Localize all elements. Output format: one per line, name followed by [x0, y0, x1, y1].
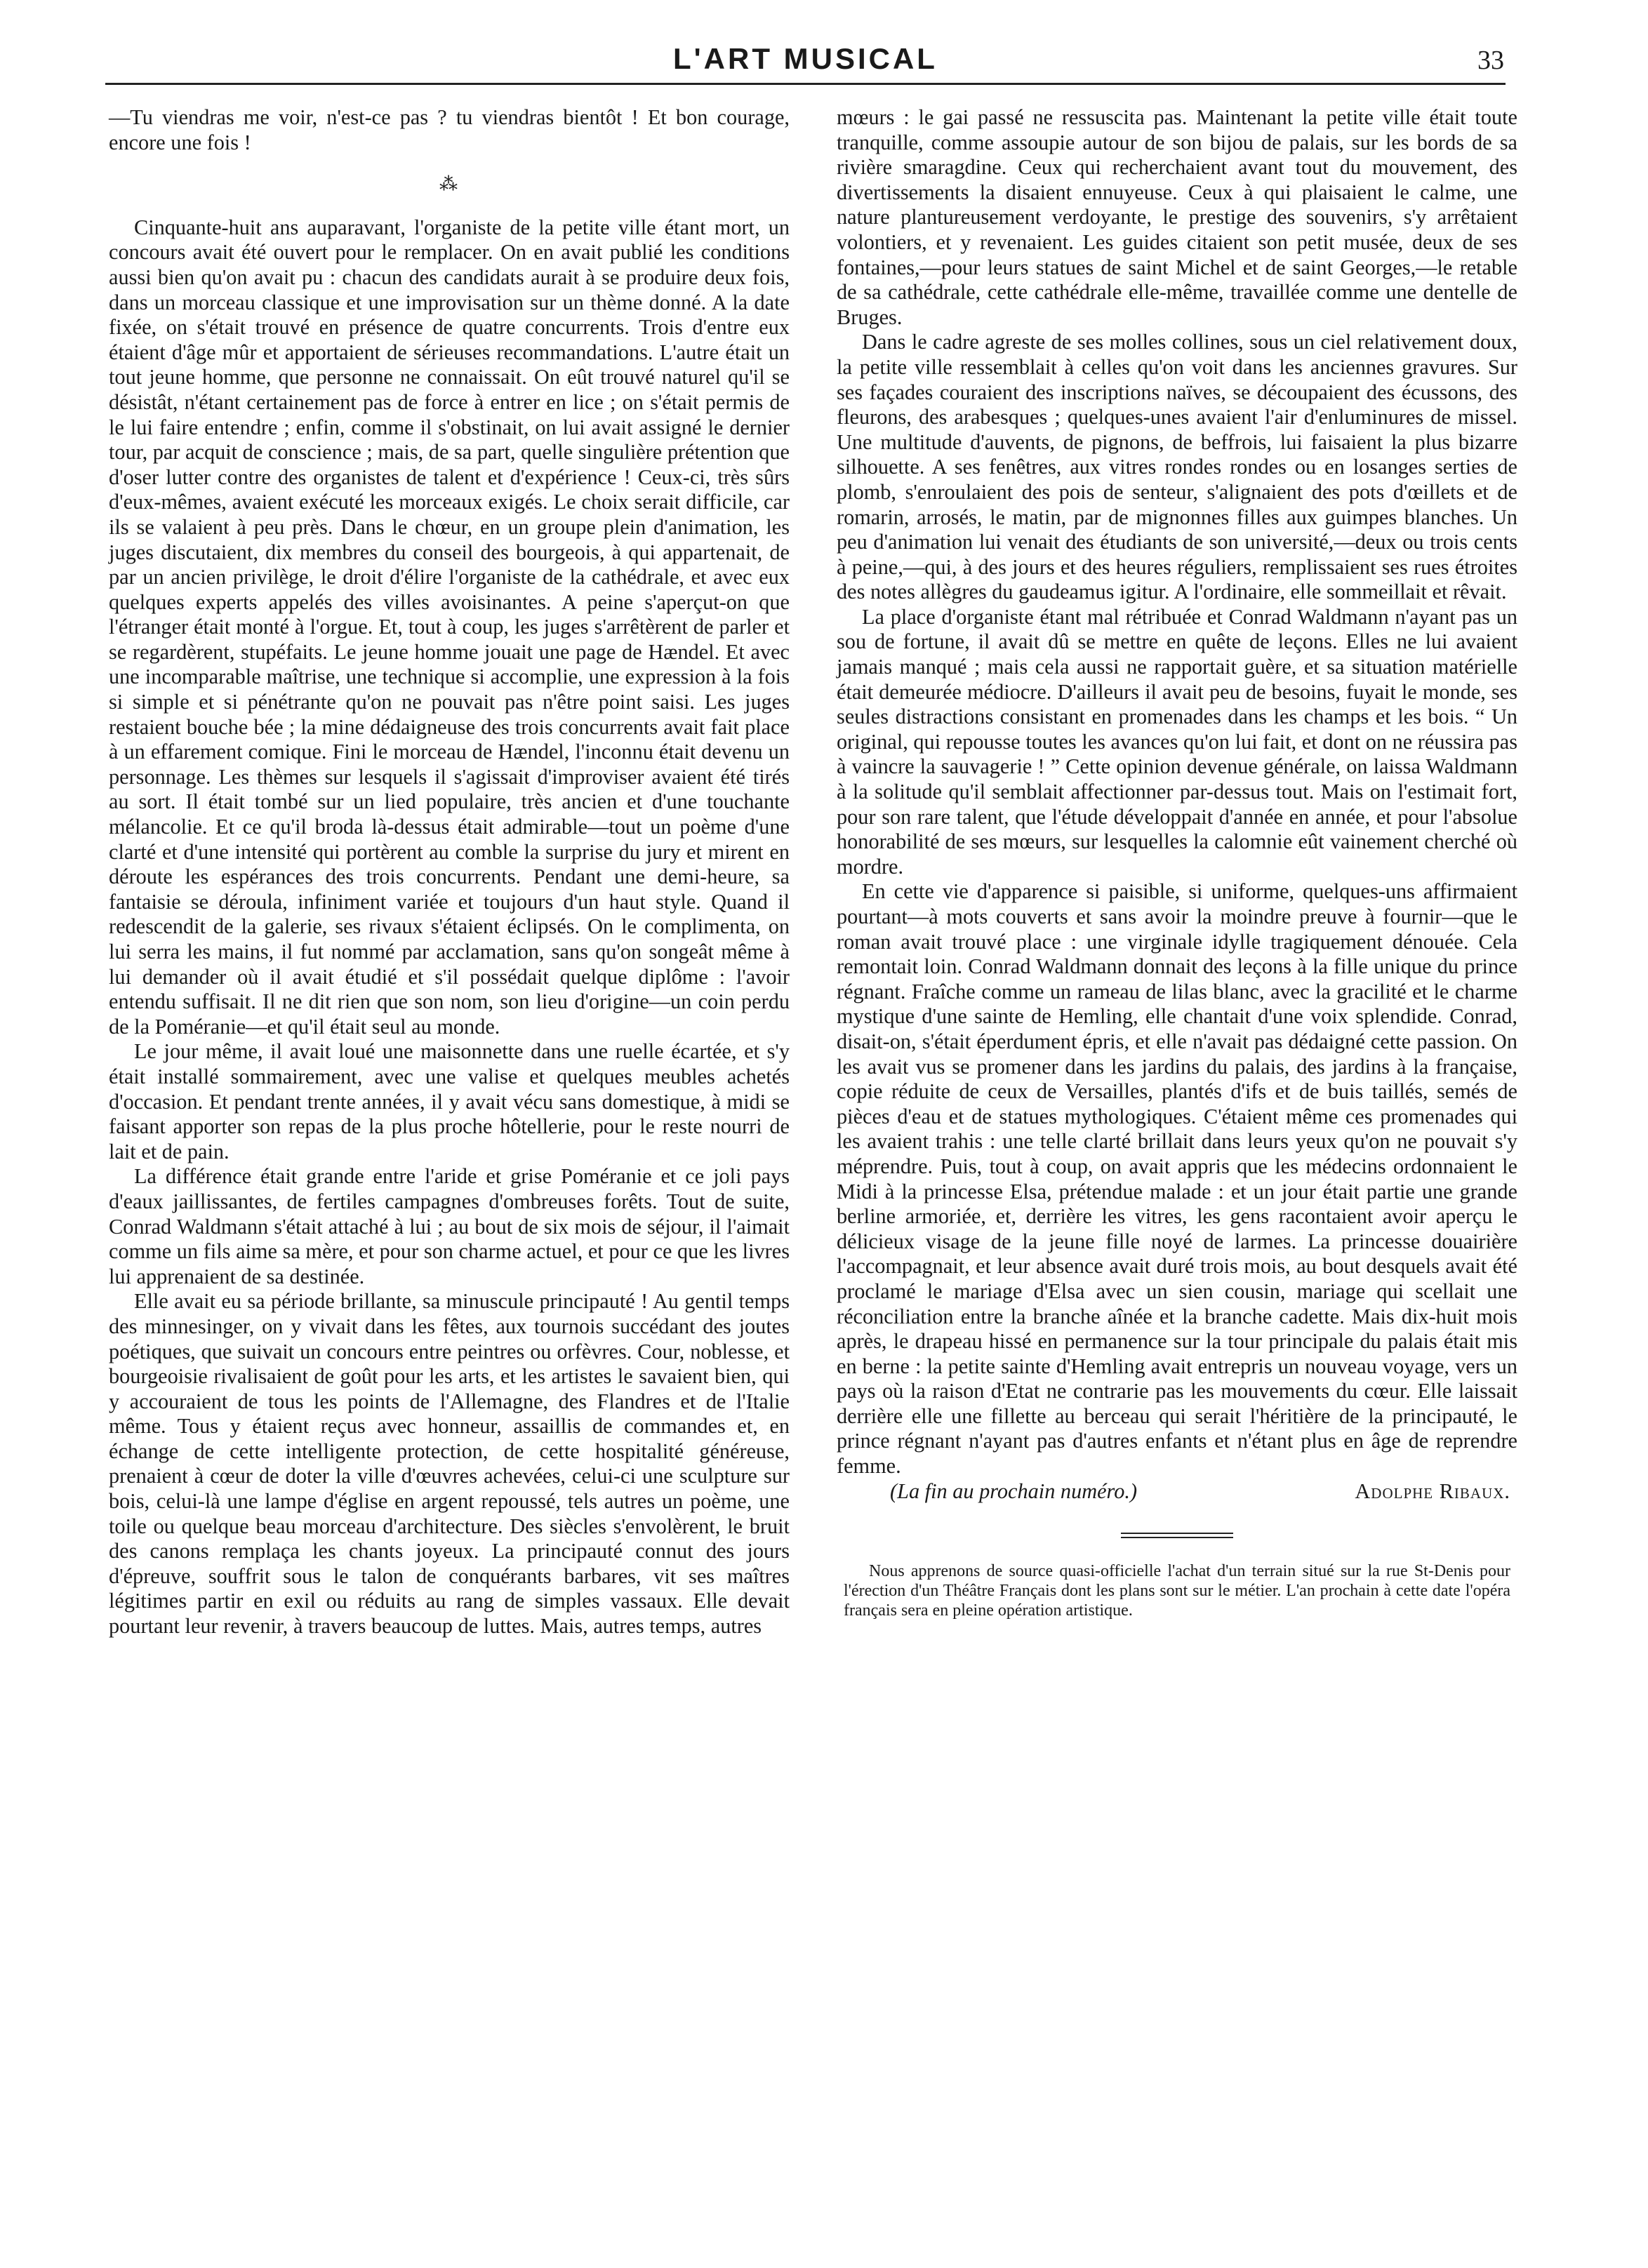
opening-dialogue: —Tu viendras me voir, n'est-ce pas ? tu viendras bientôt ! Et bon courage, encore une fois ! — [109, 105, 790, 154]
right-column — [837, 105, 1517, 1620]
paragraph: En cette vie d'apparence si paisible, si uniforme, quelques-uns affirmaient pourtant—à mots couverts et sans avoir la moindre preuve à fournir—que le roman avait trouvé place : une virginale idylle tragiquement dénouée. Cela remontait loin. Conrad Waldmann donnait des leçons à la fille unique du prince régnant. Fraîche comme un rameau de lilas blanc, avec la gracilité et le charme mystique d'une sainte de Hemling, elle chantait d'une voix splendide. Conrad, disait-on, s'était éperdument épris, et elle n'avait pas dédaigné cette passion. On les avait vus se promener dans les jardins du palais, des jardins à la française, copie réduite de ceux de Versailles, plantés d'ifs et de buis taillés, semés de pièces d'eau et de statues mythologiques. C'étaient même ces promenades qui les avaient trahis : une telle clarté brillait dans leurs yeux qu'on ne pouvait s'y méprendre. Puis, tout à coup, on avait appris que les médecins ordonnaient le Midi à la princesse Elsa, prétendue malade : et un jour était partie une grande berline armoriée, et, derrière les vitres, les gens racontaient avoir aperçu le délicieux visage de la jeune fille noyé de larmes. La princesse douairière l'accompagnait, et leur absence avait duré trois mois, au bout desquels avait été proclamé le mariage d'Elsa avec un sien cousin, mariage qui scellait une réconciliation entre la branche aînée et la branche cadette. Mais dix-huit mois après, le drapeau hissé en permanence sur la tour principale du palais était mis en berne : la petite sainte d'Hemling avait entrepris un nouveau voyage, vers un pays où la raison d'Etat ne contrarie pas les mouvements du cœur. Elle laissait derrière elle une fillette au berceau qui serait l'héritière de la principauté, le prince régnant n'ayant pas d'autres enfants et n'étant plus en âge de reprendre femme. — [837, 879, 1517, 1479]
section-separator: ⁂ — [439, 174, 459, 195]
author-signature: Adolphe Ribaux. — [1355, 1479, 1510, 1503]
left-column — [109, 105, 790, 1639]
news-note-text: Nous apprenons de source quasi-officielle l'achat d'un terrain situé sur la rue St-Denis pour l'érection d'un Théâtre Français dont les plans sont sur le métier. L'an prochain à cette date l'opéra français sera en pleine opération artistique. — [844, 1561, 1510, 1620]
paragraph: Cinquante-huit ans auparavant, l'organiste de la petite ville étant mort, un concours avait été ouvert pour le remplacer. On en avait publié les conditions aussi bien qu'on avait pu : chacun des candidats aurait à se produire deux fois, dans un morceau classique et une improvisation sur un thème donné. A la date fixée, on s'était trouvé en présence de quatre concurrents. Trois d'entre eux étaient d'âge mûr et apportaient de sérieuses recommandations. L'autre était un tout jeune homme, que personne ne connaissait. On eût trouvé naturel qu'il se désistât, n'étant certainement pas de force à entrer en lice ; on s'était permis de le lui faire entendre ; enfin, comme il s'obstinait, on lui avait assigné le dernier tour, par acquit de conscience ; mais, de sa part, quelle singulière prétention que d'oser lutter contre des organistes de talent et d'expérience ! Ceux-ci, très sûrs d'eux-mêmes, avaient exécuté les morceaux exigés. Le choix serait difficile, car ils se valaient à peu près. Dans le chœur, en un groupe plein d'animation, les juges discutaient, dix membres du conseil des bourgeois, à qui appartenait, de par un ancien privilège, le droit d'élire l'organiste de la cathédrale, et avec eux quelques experts appelés des villes avoisinantes. A peine s'aperçut-on que l'étranger était monté à l'orgue. Et, tout à coup, les juges s'arrêtèrent de parler et se regardèrent, stupéfaits. Le jeune homme jouait une page de Hændel. Et avec une incomparable maîtrise, une technique si accomplie, une expression à la fois si simple et si pénétrante qu'on ne pouvait pas n'être point saisi. Les juges restaient bouche bée ; la mine dédaigneuse des trois concurrents avait fait place à un effarement comique. Fini le morceau de Hændel, l'inconnu était devenu un personnage. Les thèmes sur lesquels il s'agissait d'improviser avaient été tirés au sort. Il était tombé sur un lied populaire, très ancien et d'une touchante mélancolie. Et ce qu'il broda là-dessus était admirable—tout un poème d'une clarté et d'une intensité qui portèrent au comble la surprise du jury et mirent en déroute les espérances des trois concurrents. Pendant une demi-heure, sa fantaisie se déroula, infiniment variée et toujours d'un haut style. Quand il redescendit de la galerie, ses rivaux s'étaient éclipsés. On le complimenta, on lui serra les mains, il fut nommé par acclamation, sans qu'on songeât même à lui demander où il avait étudié et s'il possédait quelque diplôme : l'avoir entendu suffisait. Il ne dit rien que son nom, son lieu d'origine—un coin perdu de la Poméranie—et qu'il était seul au monde. — [109, 215, 790, 1039]
journal-title: L'ART MUSICAL — [673, 42, 938, 75]
paragraph: Elle avait eu sa période brillante, sa minuscule principauté ! Au gentil temps des minnesinger, on y vivait dans les fêtes, aux tournois succédant des joutes poétiques, que suivait un concours entre peintres ou orfèvres. Cour, noblesse, et bourgeoisie rivalisaient de goût pour les arts, et les artistes le savaient bien, qui y accouraient de tous les points de l'Allemagne, des Flandres et de l'Italie même. Tous y étaient reçus avec honneur, assaillis de commandes et, en échange de cette intelligente protection, de cette hospitalité généreuse, prenaient à cœur de doter la ville d'œuvres achevées, celui-ci une sculpture sur bois, celui-là une lampe d'église en argent repoussé, tels autres un poème, une toile ou quelque beau morceau d'architecture. Des siècles s'envolèrent, le bruit des canons remplaça les chants joyeux. La principauté connut des jours d'épreuve, souffrit sous le talon de conquérants barbares, vit ses maîtres légitimes partir en exil ou réduits au rang de simples vassaux. Elle devait pourtant leur revenir, à travers beaucoup de luttes. Mais, autres temps, autres — [109, 1289, 790, 1639]
paragraph: Le jour même, il avait loué une maisonnette dans une ruelle écartée, et s'y était installé sommairement, avec une valise et quelques meubles achetés d'occasion. Et pendant trente années, il y avait vécu sans domestique, à midi se faisant apporter son repas de la plus proche hôtellerie, pour le reste nourri de lait et de pain. — [109, 1039, 790, 1163]
signature-line — [837, 1479, 1517, 1505]
paragraph: La place d'organiste étant mal rétribuée et Conrad Waldmann n'ayant pas un sou de fortune, il avait dû se mettre en quête de leçons. Elles ne lui avaient jamais manqué ; mais cela aussi ne rapportait guère, et sa situation matérielle était demeurée médiocre. D'ailleurs il avait peu de besoins, fuyait le monde, ses seules distractions consistant en promenades dans les champs et les bois. “ Un original, qui repousse toutes les avances qu'on lui fait, et dont on ne réussira pas à vaincre la sauvagerie ! ” Cette opinion devenue générale, on laissa Waldmann à la solitude qu'il semblait affectionner par-dessus tout. Mais on l'estimait fort, pour son rare talent, que l'étude développait d'année en année, et pour l'absolue honorabilité de ses mœurs, sur lesquelles la calomnie eût vainement cherché où mordre. — [837, 604, 1517, 879]
page-number: 33 — [1477, 46, 1504, 75]
page-header — [105, 36, 1506, 85]
paragraph: La différence était grande entre l'aride et grise Poméranie et ce joli pays d'eaux jaillissantes, de fertiles campagnes d'ombreuses forêts. Tout de suite, Conrad Waldmann s'était attaché à lui ; au bout de six mois de séjour, il l'aimait comme un fils aime sa mère, et pour son charme actuel, et pour ce que les livres lui apprenaient de sa destinée. — [109, 1164, 790, 1288]
paragraph: Dans le cadre agreste de ses molles collines, sous un ciel relativement doux, la petite ville ressemblait à celles qu'on voit dans les anciennes gravures. Sur ses façades couraient des inscriptions naïves, se découpaient des écussons, des fleurons, des arabesques ; quelques-unes avaient l'air d'enluminures de missel. Une multitude d'auvents, de pignons, de beffrois, lui faisaient la plus bizarre silhouette. A ses fenêtres, aux vitres rondes rondes ou en losanges serties de plomb, s'enroulaient des pois de senteur, s'alignaient des pots d'œillets et de romarin, arrosés, le matin, par de mignonnes filles aux guimpes blanches. Un peu d'animation lui venait des étudiants de son université,—deux ou trois cents à peine,—qui, à des jours et des heures réguliers, remplissaient ses rues étroites des notes allègres du gaudeamus igitur. A l'ordinaire, elle sommeillait et rêvait. — [837, 330, 1517, 604]
to-be-continued: (La fin au prochain numéro.) — [890, 1479, 1138, 1503]
paragraph: mœurs : le gai passé ne ressuscita pas. Maintenant la petite ville était toute tranquille, comme assoupie autour de son bijou de palais, sur les bords de sa rivière smaragdine. Ceux qui recherchaient avant tout du mouvement, des divertissements la disaient ennuyeuse. Ceux à qui plaisaient le calme, une nature plantureusement verdoyante, le prestige des souvenirs, s'y arrêtaient volontiers, et y revenaient. Les guides citaient son petit musée, deux de ses fontaines,—pour leurs statues de saint Michel et de saint Georges,—le retable de sa cathédrale, cette cathédrale elle-même, travaillée comme une dentelle de Bruges. — [837, 105, 1517, 329]
news-note — [837, 1561, 1517, 1620]
section-divider — [837, 1519, 1517, 1545]
